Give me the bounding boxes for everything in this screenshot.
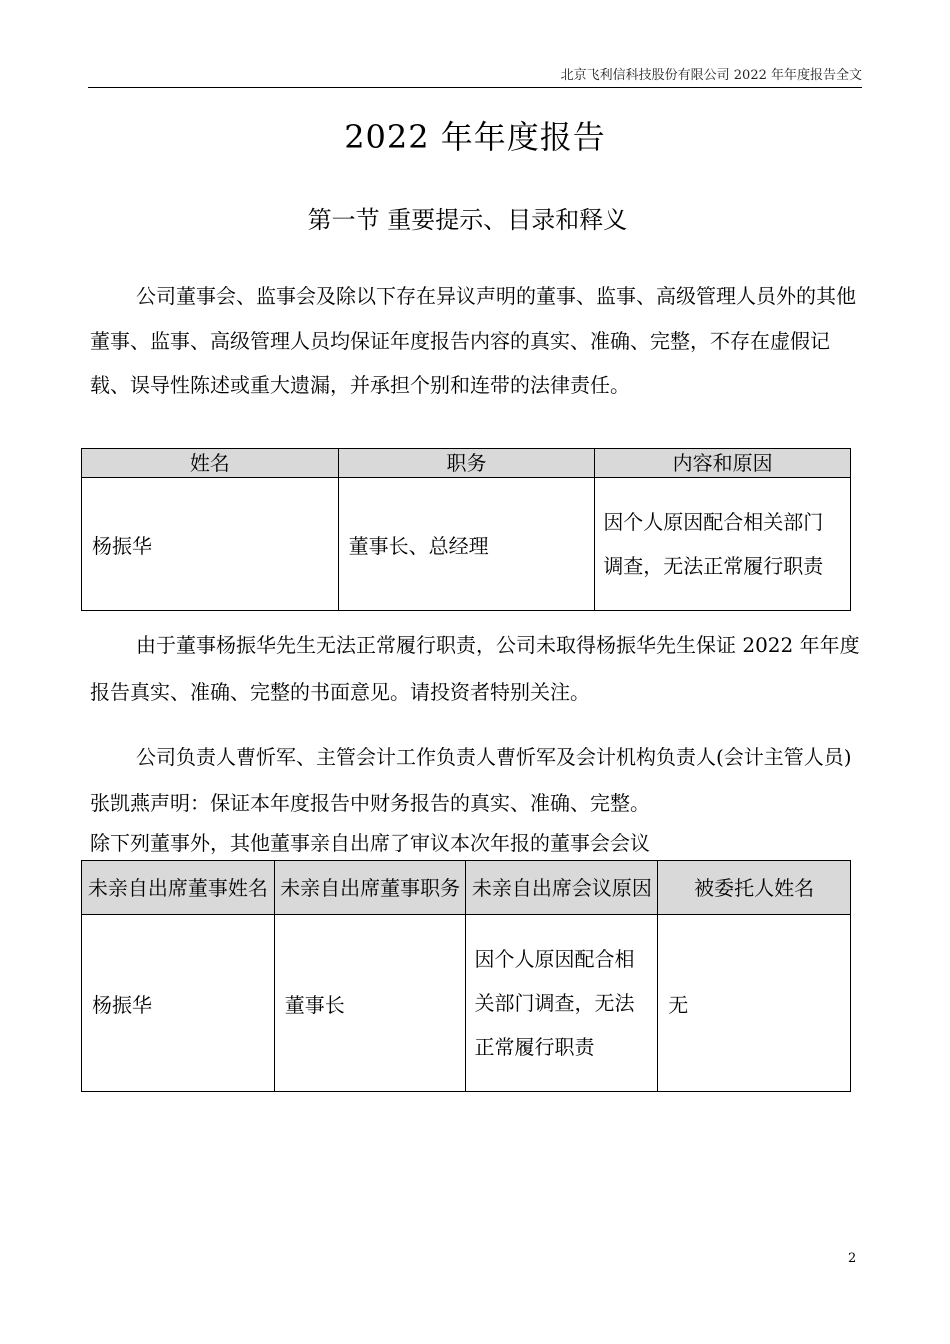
cell-reason: 因个人原因配合相关部门调查，无法正常履行职责: [466, 915, 658, 1092]
notice-paragraph: 由于董事杨振华先生无法正常履行职责，公司未取得杨振华先生保证 2022 年年度报告真实、准确、完整的书面意见。请投资者特别关注。: [90, 633, 860, 704]
header-divider: [88, 87, 862, 88]
statement-paragraph: 公司董事会、监事会及除以下存在异议声明的董事、监事、高级管理人员外的其他董事、监事、高级管理人员均保证年度报告内容的真实、准确、完整，不存在虚假记载、误导性陈述或重大遗漏，并承担个别和连带的法律责任。: [90, 284, 856, 397]
header-absent-reason: 未亲自出席会议原因: [466, 861, 658, 915]
header-reason: 内容和原因: [595, 449, 851, 478]
cell-proxy: 无: [658, 915, 851, 1092]
header-absent-position: 未亲自出席董事职务: [274, 861, 466, 915]
header-name: 姓名: [82, 449, 339, 478]
header-proxy: 被委托人姓名: [658, 861, 851, 915]
cell-name: 杨振华: [82, 478, 339, 611]
cell-position: 董事长、总经理: [338, 478, 595, 611]
table-row: [82, 915, 851, 1092]
table-row: [82, 478, 851, 611]
table-header-row: [82, 449, 851, 478]
cell-name: 杨振华: [82, 915, 275, 1092]
objection-table: [81, 448, 851, 611]
header-absent-name: 未亲自出席董事姓名: [82, 861, 275, 915]
running-header: 北京飞利信科技股份有限公司 2022 年年度报告全文: [560, 68, 862, 83]
absence-table: [81, 860, 851, 1092]
table-header-row: [82, 861, 851, 915]
attendance-paragraph: 除下列董事外，其他董事亲自出席了审议本次年报的董事会会议: [90, 831, 650, 855]
section-title: 第一节 重要提示、目录和释义: [307, 206, 628, 234]
report-title: 2022 年年度报告: [344, 118, 606, 156]
header-position: 职务: [338, 449, 595, 478]
cell-position: 董事长: [274, 915, 466, 1092]
cell-reason: 因个人原因配合相关部门调查，无法正常履行职责: [595, 478, 851, 611]
declaration-paragraph: 公司负责人曹忻军、主管会计工作负责人曹忻军及会计机构负责人(会计主管人员)张凯燕声明：保证本年度报告中财务报告的真实、准确、完整。: [90, 745, 852, 815]
page-number: 2: [848, 1251, 857, 1266]
